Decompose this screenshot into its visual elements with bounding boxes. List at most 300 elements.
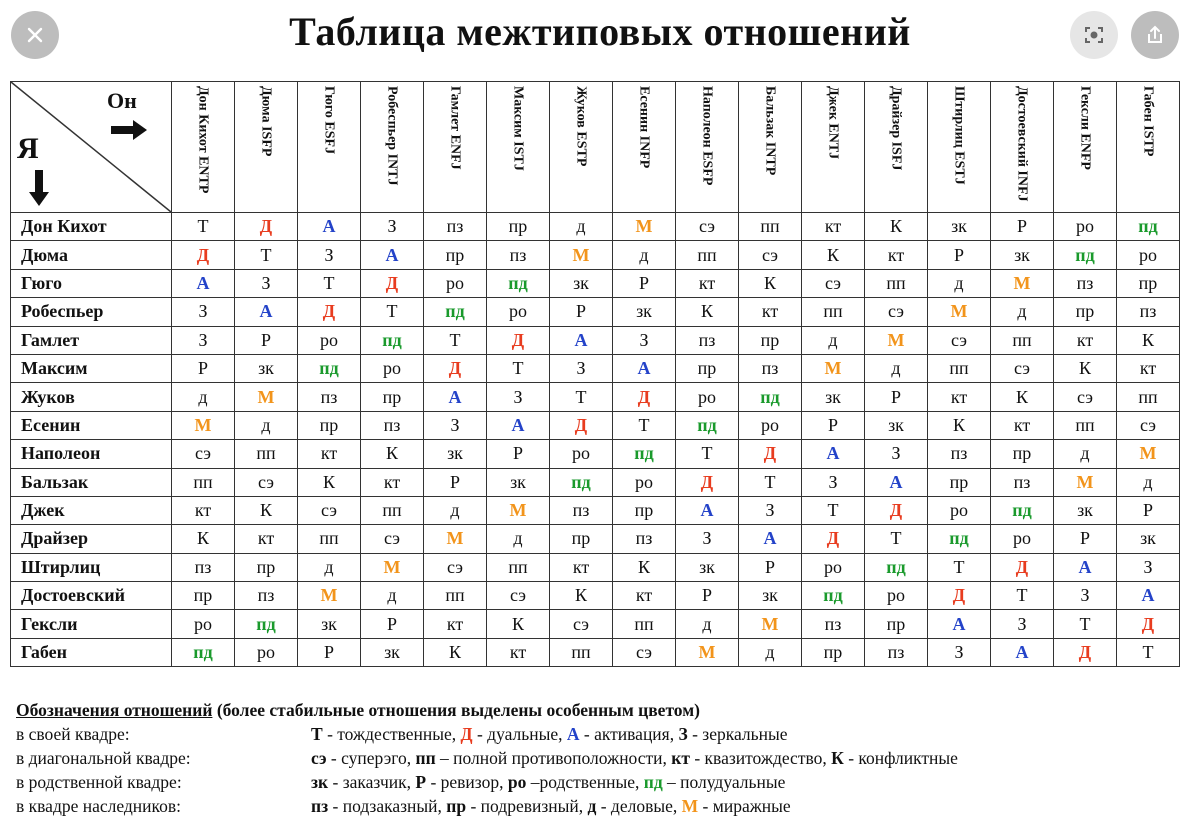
row-header: Габен bbox=[11, 638, 172, 666]
relation-cell: зк bbox=[298, 610, 361, 638]
legend-line bbox=[16, 794, 1191, 818]
relation-cell: М bbox=[739, 610, 802, 638]
column-header bbox=[676, 82, 739, 213]
relation-cell: пр bbox=[613, 496, 676, 524]
relation-cell: пз bbox=[802, 610, 865, 638]
relation-cell: д bbox=[928, 269, 991, 297]
relation-cell: пд bbox=[928, 525, 991, 553]
table-row bbox=[11, 354, 1180, 382]
relation-cell: Т bbox=[613, 411, 676, 439]
relation-cell: зк bbox=[235, 354, 298, 382]
row-header: Есенин bbox=[11, 411, 172, 439]
relation-cell: д bbox=[613, 241, 676, 269]
relation-cell: К bbox=[928, 411, 991, 439]
relation-cell: ро bbox=[298, 326, 361, 354]
relation-cell: пп bbox=[235, 440, 298, 468]
relation-cell: кт bbox=[865, 241, 928, 269]
legend-label: в своей квадре: bbox=[16, 724, 130, 744]
table-row bbox=[11, 241, 1180, 269]
relation-cell: зк bbox=[676, 553, 739, 581]
relation-cell: пз bbox=[676, 326, 739, 354]
relation-cell: пд bbox=[991, 496, 1054, 524]
relation-cell: Д bbox=[298, 298, 361, 326]
column-header bbox=[802, 82, 865, 213]
relation-cell: пп bbox=[928, 354, 991, 382]
relation-cell: пд bbox=[1117, 213, 1180, 241]
relation-cell: ро bbox=[991, 525, 1054, 553]
relation-cell: пр bbox=[865, 610, 928, 638]
relation-cell: З bbox=[361, 213, 424, 241]
relation-cell: д bbox=[550, 213, 613, 241]
relation-cell: пз bbox=[991, 468, 1054, 496]
relation-cell: сэ bbox=[424, 553, 487, 581]
relation-cell: пп bbox=[1117, 383, 1180, 411]
relation-cell: пз bbox=[613, 525, 676, 553]
relation-cell: А bbox=[991, 638, 1054, 666]
relation-cell: зк bbox=[487, 468, 550, 496]
relation-cell: д bbox=[865, 354, 928, 382]
relation-cell: сэ bbox=[865, 298, 928, 326]
column-header bbox=[865, 82, 928, 213]
relation-cell: Т bbox=[802, 496, 865, 524]
relation-cell: Р bbox=[739, 553, 802, 581]
relation-cell: Р bbox=[550, 298, 613, 326]
relation-cell: Д bbox=[865, 496, 928, 524]
column-header-label: Достоевский INFJ bbox=[1014, 86, 1030, 202]
relation-cell: сэ bbox=[1117, 411, 1180, 439]
relation-cell: К bbox=[802, 241, 865, 269]
relation-cell: К bbox=[739, 269, 802, 297]
relation-cell: кт bbox=[928, 383, 991, 411]
relation-cell: пд bbox=[802, 582, 865, 610]
relation-cell: З bbox=[298, 241, 361, 269]
column-header-label: Гюго ESFJ bbox=[321, 86, 337, 155]
relation-cell: Д bbox=[676, 468, 739, 496]
relation-cell: А bbox=[676, 496, 739, 524]
relation-cell: Т bbox=[487, 354, 550, 382]
relation-cell: сэ bbox=[298, 496, 361, 524]
column-header bbox=[739, 82, 802, 213]
relation-cell: пр bbox=[550, 525, 613, 553]
relation-cell: М bbox=[235, 383, 298, 411]
relation-cell: М bbox=[172, 411, 235, 439]
legend-heading-rest: (более стабильные отношения выделены особенным цветом) bbox=[212, 700, 700, 720]
relation-cell: пп bbox=[172, 468, 235, 496]
relation-cell: З bbox=[235, 269, 298, 297]
relation-cell: А bbox=[1054, 553, 1117, 581]
relation-cell: ро bbox=[361, 354, 424, 382]
column-header-label: Драйзер ISFJ bbox=[888, 86, 904, 171]
relation-cell: пп bbox=[865, 269, 928, 297]
arrow-down-icon bbox=[27, 170, 51, 206]
column-header-label: Гамлет ENFJ bbox=[447, 86, 463, 170]
page-title: Таблица межтиповых отношений bbox=[289, 9, 911, 54]
relation-cell: Д bbox=[1054, 638, 1117, 666]
relation-cell: пр bbox=[235, 553, 298, 581]
legend-line bbox=[16, 746, 1191, 770]
relation-cell: К bbox=[298, 468, 361, 496]
relation-cell: Т bbox=[739, 468, 802, 496]
relation-cell: сэ bbox=[487, 582, 550, 610]
relation-cell: кт bbox=[1117, 354, 1180, 382]
column-header bbox=[991, 82, 1054, 213]
relation-cell: пд bbox=[298, 354, 361, 382]
relation-cell: З bbox=[991, 610, 1054, 638]
table-corner bbox=[11, 82, 172, 213]
column-header-label: Максим ISTJ bbox=[510, 86, 526, 171]
column-header bbox=[1117, 82, 1180, 213]
relation-cell: Р bbox=[802, 411, 865, 439]
table-row bbox=[11, 298, 1180, 326]
row-header: Гамлет bbox=[11, 326, 172, 354]
corner-ya-label: Я bbox=[17, 132, 39, 165]
relation-cell: пд bbox=[172, 638, 235, 666]
row-header: Штирлиц bbox=[11, 553, 172, 581]
relation-cell: пр bbox=[298, 411, 361, 439]
relation-cell: зк bbox=[1117, 525, 1180, 553]
relation-cell: д bbox=[487, 525, 550, 553]
relation-cell: д bbox=[1117, 468, 1180, 496]
relation-cell: Т bbox=[424, 326, 487, 354]
relation-cell: М bbox=[1054, 468, 1117, 496]
relation-cell: З bbox=[424, 411, 487, 439]
relation-cell: Д bbox=[1117, 610, 1180, 638]
row-header: Драйзер bbox=[11, 525, 172, 553]
relation-cell: Р bbox=[991, 213, 1054, 241]
row-header: Жуков bbox=[11, 383, 172, 411]
corner-on-label: Он bbox=[107, 88, 137, 113]
relation-cell: Д bbox=[361, 269, 424, 297]
relation-cell: зк bbox=[613, 298, 676, 326]
relation-cell: кт bbox=[739, 298, 802, 326]
relation-cell: пд bbox=[613, 440, 676, 468]
relation-cell: сэ bbox=[928, 326, 991, 354]
relation-cell: К bbox=[1054, 354, 1117, 382]
relation-cell: Т bbox=[865, 525, 928, 553]
row-header: Гюго bbox=[11, 269, 172, 297]
relations-table bbox=[10, 81, 1180, 667]
relation-cell: Д bbox=[487, 326, 550, 354]
table-row bbox=[11, 610, 1180, 638]
legend-heading bbox=[16, 698, 1191, 722]
relation-cell: З bbox=[928, 638, 991, 666]
relation-cell: З bbox=[172, 298, 235, 326]
relation-cell: ро bbox=[928, 496, 991, 524]
relation-cell: З bbox=[613, 326, 676, 354]
relation-cell: Д bbox=[928, 582, 991, 610]
table-row bbox=[11, 496, 1180, 524]
relation-cell: А bbox=[235, 298, 298, 326]
relation-cell: Р bbox=[298, 638, 361, 666]
table-row bbox=[11, 269, 1180, 297]
relation-cell: Р bbox=[928, 241, 991, 269]
arrow-right-icon bbox=[111, 118, 147, 142]
relation-cell: Р bbox=[172, 354, 235, 382]
relation-cell: пп bbox=[424, 582, 487, 610]
relation-cell: кт bbox=[1054, 326, 1117, 354]
relation-cell: М bbox=[865, 326, 928, 354]
column-header-label: Гексли ENFP bbox=[1077, 86, 1093, 170]
relation-cell: пд bbox=[424, 298, 487, 326]
relation-cell: Д bbox=[172, 241, 235, 269]
relation-cell: З bbox=[739, 496, 802, 524]
relation-cell: сэ bbox=[1054, 383, 1117, 411]
relation-cell: Т bbox=[1054, 610, 1117, 638]
relation-cell: пп bbox=[676, 241, 739, 269]
relation-cell: Р bbox=[1054, 525, 1117, 553]
relation-cell: зк bbox=[928, 213, 991, 241]
relation-cell: зк bbox=[1054, 496, 1117, 524]
relation-cell: З bbox=[487, 383, 550, 411]
relation-cell: К bbox=[361, 440, 424, 468]
legend-text: сэ - суперэго, пп – полной противоположности, кт - квазитождество, К - конфликтные bbox=[311, 748, 958, 768]
relation-cell: зк bbox=[424, 440, 487, 468]
relation-cell: пп bbox=[1054, 411, 1117, 439]
relation-cell: кт bbox=[172, 496, 235, 524]
relation-cell: Д bbox=[550, 411, 613, 439]
relation-cell: Т bbox=[1117, 638, 1180, 666]
relation-cell: сэ bbox=[991, 354, 1054, 382]
table-row bbox=[11, 638, 1180, 666]
table-row bbox=[11, 525, 1180, 553]
relation-cell: ро bbox=[676, 383, 739, 411]
relation-cell: Р bbox=[487, 440, 550, 468]
relation-cell: кт bbox=[298, 440, 361, 468]
relation-cell: М bbox=[613, 213, 676, 241]
relation-cell: пп bbox=[991, 326, 1054, 354]
relation-cell: М bbox=[802, 354, 865, 382]
relation-cell: д bbox=[676, 610, 739, 638]
relation-cell: Р bbox=[676, 582, 739, 610]
relation-cell: пд bbox=[739, 383, 802, 411]
relation-cell: пр bbox=[1117, 269, 1180, 297]
relation-cell: пп bbox=[487, 553, 550, 581]
relation-cell: пд bbox=[550, 468, 613, 496]
column-header-label: Робеспьер INTJ bbox=[384, 86, 400, 186]
relation-cell: Р bbox=[424, 468, 487, 496]
column-header bbox=[613, 82, 676, 213]
relation-cell: Д bbox=[613, 383, 676, 411]
legend-heading-underlined: Обозначения отношений bbox=[16, 700, 213, 720]
relation-cell: д bbox=[424, 496, 487, 524]
relation-cell: кт bbox=[487, 638, 550, 666]
relation-cell: кт bbox=[361, 468, 424, 496]
relation-cell: ро bbox=[235, 638, 298, 666]
row-header: Дюма bbox=[11, 241, 172, 269]
relation-cell: К bbox=[991, 383, 1054, 411]
relation-cell: А bbox=[550, 326, 613, 354]
relation-cell: М bbox=[1117, 440, 1180, 468]
relation-cell: пд bbox=[676, 411, 739, 439]
relation-cell: К bbox=[424, 638, 487, 666]
relation-cell: ро bbox=[550, 440, 613, 468]
legend-label: в квадре наследников: bbox=[16, 796, 182, 816]
column-header-label: Штирлиц ESTJ bbox=[951, 86, 967, 185]
relation-cell: пп bbox=[361, 496, 424, 524]
relation-cell: пз bbox=[928, 440, 991, 468]
column-header bbox=[550, 82, 613, 213]
relation-cell: пд bbox=[235, 610, 298, 638]
relation-cell: М bbox=[928, 298, 991, 326]
relation-cell: зк bbox=[991, 241, 1054, 269]
column-header bbox=[928, 82, 991, 213]
relation-cell: Р bbox=[235, 326, 298, 354]
column-header-label: Габен ISTP bbox=[1140, 86, 1156, 157]
relation-cell: К bbox=[1117, 326, 1180, 354]
table-row bbox=[11, 582, 1180, 610]
relation-cell: Д bbox=[235, 213, 298, 241]
legend-line bbox=[16, 770, 1191, 794]
relation-cell: К bbox=[613, 553, 676, 581]
relation-cell: Д bbox=[739, 440, 802, 468]
relation-cell: А bbox=[613, 354, 676, 382]
relation-cell: пп bbox=[613, 610, 676, 638]
relation-cell: Т bbox=[235, 241, 298, 269]
relation-cell: сэ bbox=[235, 468, 298, 496]
relation-cell: Т bbox=[991, 582, 1054, 610]
relation-cell: зк bbox=[865, 411, 928, 439]
relation-cell: А bbox=[928, 610, 991, 638]
relation-cell: К bbox=[487, 610, 550, 638]
relation-cell: М bbox=[550, 241, 613, 269]
relation-cell: кт bbox=[235, 525, 298, 553]
relation-cell: пз bbox=[361, 411, 424, 439]
relation-cell: пд bbox=[865, 553, 928, 581]
column-header-label: Есенин INFP bbox=[636, 86, 652, 169]
column-header-label: Джек ENTJ bbox=[825, 86, 841, 160]
relation-cell: кт bbox=[424, 610, 487, 638]
row-header: Гексли bbox=[11, 610, 172, 638]
relation-cell: кт bbox=[613, 582, 676, 610]
relation-cell: пд bbox=[361, 326, 424, 354]
relation-cell: пп bbox=[298, 525, 361, 553]
column-header-label: Жуков ESTP bbox=[573, 86, 589, 167]
legend-line bbox=[16, 722, 1191, 746]
relation-cell: д bbox=[298, 553, 361, 581]
relation-cell: д bbox=[172, 383, 235, 411]
relation-cell: пп bbox=[550, 638, 613, 666]
relation-cell: ро bbox=[802, 553, 865, 581]
relation-cell: М bbox=[361, 553, 424, 581]
legend-text: зк - заказчик, Р - ревизор, ро –родственные, пд – полудуальные bbox=[311, 772, 786, 792]
relation-cell: А bbox=[424, 383, 487, 411]
column-header bbox=[235, 82, 298, 213]
relation-cell: Т bbox=[550, 383, 613, 411]
relation-cell: Д bbox=[424, 354, 487, 382]
relation-cell: ро bbox=[1117, 241, 1180, 269]
relation-cell: Д bbox=[802, 525, 865, 553]
relation-cell: Т bbox=[676, 440, 739, 468]
column-header bbox=[361, 82, 424, 213]
relation-cell: ро bbox=[739, 411, 802, 439]
relation-cell: пз bbox=[550, 496, 613, 524]
relation-cell: пп bbox=[739, 213, 802, 241]
relation-cell: пд bbox=[1054, 241, 1117, 269]
table-row bbox=[11, 213, 1180, 241]
relation-cell: пр bbox=[991, 440, 1054, 468]
relation-cell: К bbox=[865, 213, 928, 241]
row-header: Робеспьер bbox=[11, 298, 172, 326]
relation-cell: пз bbox=[172, 553, 235, 581]
column-header bbox=[172, 82, 235, 213]
relation-cell: д bbox=[235, 411, 298, 439]
relation-cell: зк bbox=[550, 269, 613, 297]
relation-cell: сэ bbox=[550, 610, 613, 638]
relation-cell: пз bbox=[865, 638, 928, 666]
column-header-label: Бальзак INTP bbox=[762, 86, 778, 176]
relation-cell: З bbox=[550, 354, 613, 382]
relation-cell: кт bbox=[550, 553, 613, 581]
table-row bbox=[11, 411, 1180, 439]
relation-cell: А bbox=[865, 468, 928, 496]
relation-cell: пз bbox=[298, 383, 361, 411]
relation-cell: пр bbox=[676, 354, 739, 382]
relation-cell: А bbox=[172, 269, 235, 297]
relation-cell: ро bbox=[172, 610, 235, 638]
relation-cell: К bbox=[550, 582, 613, 610]
relation-cell: пр bbox=[361, 383, 424, 411]
relation-cell: пз bbox=[487, 241, 550, 269]
relation-cell: Р bbox=[613, 269, 676, 297]
relation-cell: пр bbox=[172, 582, 235, 610]
row-header: Максим bbox=[11, 354, 172, 382]
relation-cell: ро bbox=[487, 298, 550, 326]
relation-cell: А bbox=[487, 411, 550, 439]
relation-cell: сэ bbox=[613, 638, 676, 666]
relation-cell: пр bbox=[1054, 298, 1117, 326]
legend bbox=[16, 698, 1191, 818]
relation-cell: пз bbox=[739, 354, 802, 382]
relation-cell: А bbox=[298, 213, 361, 241]
relation-cell: З bbox=[1117, 553, 1180, 581]
relation-cell: ро bbox=[1054, 213, 1117, 241]
column-header bbox=[298, 82, 361, 213]
relation-cell: пз bbox=[1054, 269, 1117, 297]
relation-cell: зк bbox=[361, 638, 424, 666]
table-row bbox=[11, 468, 1180, 496]
legend-text: Т - тождественные, Д - дуальные, А - активация, З - зеркальные bbox=[311, 724, 788, 744]
relation-cell: М bbox=[676, 638, 739, 666]
column-header bbox=[487, 82, 550, 213]
column-header-label: Наполеон ESFP bbox=[699, 86, 715, 186]
table-row bbox=[11, 440, 1180, 468]
relation-cell: сэ bbox=[361, 525, 424, 553]
row-header: Бальзак bbox=[11, 468, 172, 496]
relation-cell: сэ bbox=[802, 269, 865, 297]
relation-cell: сэ bbox=[739, 241, 802, 269]
column-header bbox=[424, 82, 487, 213]
row-header: Дон Кихот bbox=[11, 213, 172, 241]
row-header: Джек bbox=[11, 496, 172, 524]
relation-cell: М bbox=[487, 496, 550, 524]
relation-cell: сэ bbox=[172, 440, 235, 468]
relation-cell: пд bbox=[487, 269, 550, 297]
legend-text: пз - подзаказный, пр - подревизный, д - деловые, М - миражные bbox=[311, 796, 791, 816]
relation-cell: пр bbox=[487, 213, 550, 241]
row-header: Достоевский bbox=[11, 582, 172, 610]
table-row bbox=[11, 553, 1180, 581]
relation-cell: Д bbox=[991, 553, 1054, 581]
relation-cell: д bbox=[361, 582, 424, 610]
relation-cell: Т bbox=[361, 298, 424, 326]
column-header-label: Дон Кихот ENTP bbox=[195, 86, 211, 194]
relation-cell: А bbox=[1117, 582, 1180, 610]
relation-cell: пз bbox=[424, 213, 487, 241]
relation-cell: пр bbox=[739, 326, 802, 354]
relation-cell: ро bbox=[613, 468, 676, 496]
relation-cell: д bbox=[739, 638, 802, 666]
relation-cell: А bbox=[361, 241, 424, 269]
